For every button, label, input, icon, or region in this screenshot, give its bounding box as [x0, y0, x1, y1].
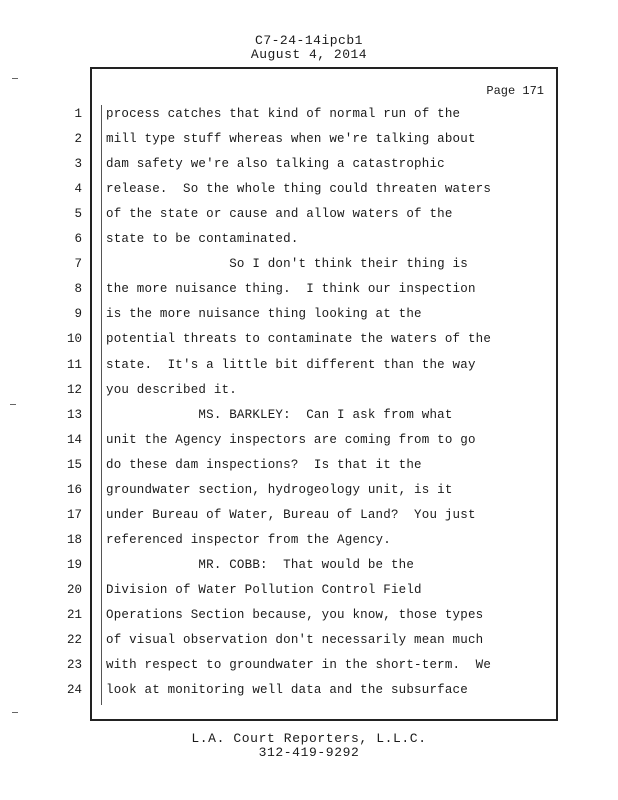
line-text: MR. COBB: That would be the	[106, 558, 415, 572]
line-number: 16	[66, 483, 82, 497]
line-number: 23	[66, 658, 82, 672]
case-id: C7-24-14ipcb1	[255, 33, 363, 48]
line-text: process catches that kind of normal run of the	[106, 107, 461, 121]
line-number: 8	[74, 282, 82, 296]
reporter-company: L.A. Court Reporters, L.L.C.	[191, 731, 427, 746]
line-text: Operations Section because, you know, those types	[106, 608, 484, 622]
line-number: 20	[66, 583, 82, 597]
line-number: 14	[66, 433, 82, 447]
line-number: 15	[66, 458, 82, 472]
line-text: state to be contaminated.	[106, 232, 299, 246]
transcript-date: August 4, 2014	[250, 47, 368, 62]
line-text: look at monitoring well data and the subsurface	[106, 683, 468, 697]
line-number: 11	[66, 358, 82, 372]
line-text: do these dam inspections? Is that it the	[106, 458, 422, 472]
line-text: MS. BARKLEY: Can I ask from what	[106, 408, 453, 422]
line-number: 10	[66, 332, 82, 346]
line-text: dam safety we're also talking a catastrophic	[106, 157, 445, 171]
line-number: 1	[74, 107, 82, 121]
line-text: referenced inspector from the Agency.	[106, 533, 391, 547]
line-number: 5	[74, 207, 82, 221]
line-text: state. It's a little bit different than the way	[106, 358, 476, 372]
line-text: potential threats to contaminate the waters of the	[106, 332, 492, 346]
page-number: Page 171	[486, 84, 544, 98]
line-number: 2	[74, 132, 82, 146]
line-text: of visual observation don't necessarily mean much	[106, 633, 484, 647]
line-text: unit the Agency inspectors are coming from to go	[106, 433, 476, 447]
line-number: 3	[74, 157, 82, 171]
line-text: groundwater section, hydrogeology unit, is it	[106, 483, 453, 497]
scan-speck	[12, 78, 18, 79]
scan-speck	[12, 712, 18, 713]
line-text: Division of Water Pollution Control Field	[106, 583, 422, 597]
reporter-phone: 312-419-9292	[258, 745, 360, 760]
line-number: 21	[66, 608, 82, 622]
line-number: 13	[66, 408, 82, 422]
line-text: mill type stuff whereas when we're talking about	[106, 132, 476, 146]
line-number: 12	[66, 383, 82, 397]
line-number: 4	[74, 182, 82, 196]
line-text: the more nuisance thing. I think our inspection	[106, 282, 476, 296]
line-text: with respect to groundwater in the short-term. We	[106, 658, 492, 672]
line-text: you described it.	[106, 383, 237, 397]
line-text: under Bureau of Water, Bureau of Land? You just	[106, 508, 476, 522]
line-number: 18	[66, 533, 82, 547]
line-number: 7	[74, 257, 82, 271]
line-text: is the more nuisance thing looking at the	[106, 307, 422, 321]
line-number: 24	[66, 683, 82, 697]
line-text: of the state or cause and allow waters of the	[106, 207, 453, 221]
line-text: release. So the whole thing could threaten waters	[106, 182, 492, 196]
scan-speck	[10, 404, 16, 405]
line-number: 19	[66, 558, 82, 572]
line-number: 6	[74, 232, 82, 246]
line-text: So I don't think their thing is	[106, 257, 468, 271]
line-number: 17	[66, 508, 82, 522]
margin-rule	[101, 105, 102, 705]
line-number: 9	[74, 307, 82, 321]
line-number: 22	[66, 633, 82, 647]
